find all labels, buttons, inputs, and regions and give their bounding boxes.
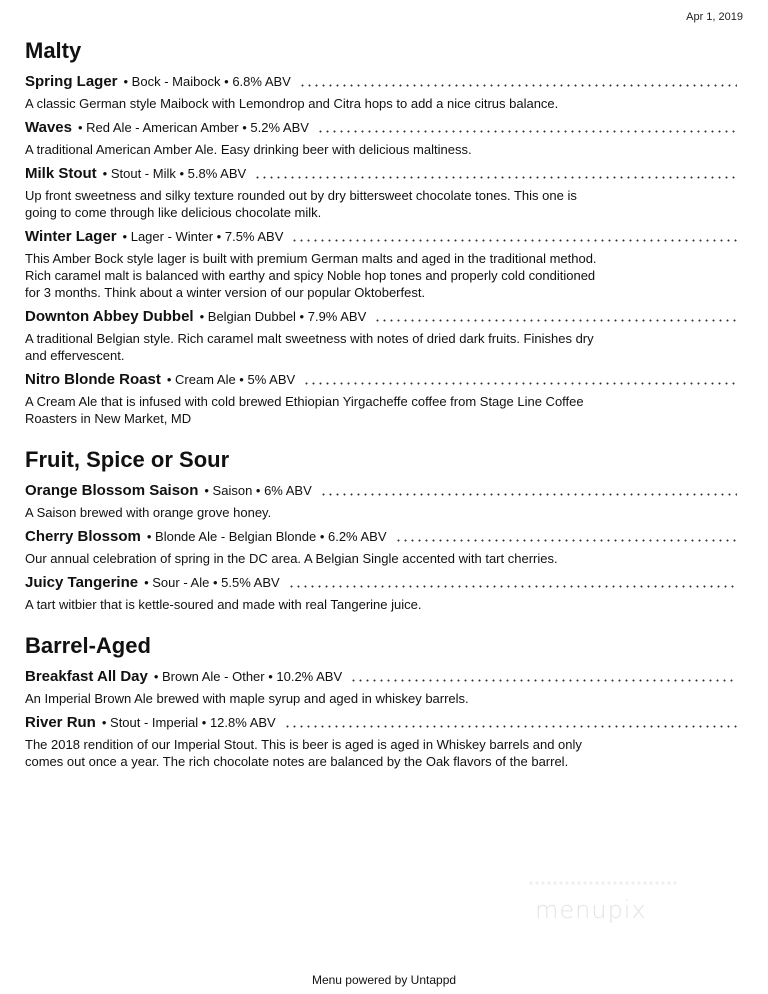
item-name: Winter Lager [25, 228, 117, 245]
item-meta: • Cream Ale • 5% ABV [166, 372, 296, 387]
item-meta: • Stout - Milk • 5.8% ABV [102, 166, 247, 181]
dot-leader [317, 130, 737, 133]
item-description: A traditional Belgian style. Rich caramel malt sweetness with notes of dried dark fruits. Finishes dry and effervescent. [25, 331, 594, 363]
dot-leader [303, 382, 737, 385]
item-description: A traditional American Amber Ale. Easy drinking beer with delicious maltiness. [25, 142, 472, 157]
dot-leader [299, 84, 737, 87]
item-description: This Amber Bock style lager is built with premium German malts and aged in the traditional method. Rich caramel malt is balanced with earthy and spicy Noble hop tones and properly cold conditioned for 3 months. Think about a winter version of our popular Oktoberfest. [25, 251, 597, 300]
dot-leader [320, 493, 737, 496]
item-name: Spring Lager [25, 73, 118, 90]
section-title: Malty [25, 38, 82, 63]
item-name: Downton Abbey Dubbel [25, 308, 194, 325]
dot-leader [288, 585, 737, 588]
item-meta: • Brown Ale - Other • 10.2% ABV [153, 669, 343, 684]
menu-content [25, 36, 737, 788]
item-description: Our annual celebration of spring in the DC area. A Belgian Single accented with tart cherries. [25, 551, 558, 566]
dot-leader [291, 239, 737, 242]
menu-item [25, 117, 737, 158]
item-meta: • Stout - Imperial • 12.8% ABV [101, 715, 276, 730]
dot-leader [350, 679, 737, 682]
item-name: River Run [25, 714, 96, 731]
section-title: Barrel-Aged [25, 633, 151, 658]
item-meta: • Sour - Ale • 5.5% ABV [144, 575, 280, 590]
watermark-logo: menupix [535, 896, 647, 924]
item-name: Waves [25, 119, 72, 136]
item-meta: • Red Ale - American Amber • 5.2% ABV [77, 120, 309, 135]
item-name: Breakfast All Day [25, 668, 148, 685]
menu-item [25, 163, 737, 221]
menu-item [25, 480, 737, 521]
dot-leader [395, 539, 737, 542]
menu-item [25, 712, 737, 770]
watermark-dots [528, 880, 678, 886]
item-description: An Imperial Brown Ale brewed with maple syrup and aged in whiskey barrels. [25, 691, 469, 706]
item-name: Nitro Blonde Roast [25, 371, 161, 388]
dot-leader [254, 176, 737, 179]
menu-item [25, 306, 737, 364]
menu-item [25, 369, 737, 427]
footer-powered-by: Menu powered by Untappd [311, 973, 457, 987]
menu-item [25, 526, 737, 567]
section-malty [25, 36, 737, 427]
item-description: A Cream Ale that is infused with cold brewed Ethiopian Yirgacheffe coffee from Stage Line Coffee Roasters in New Market, MD [25, 394, 584, 426]
section-title: Fruit, Spice or Sour [25, 447, 230, 472]
section-fruit-spice-sour [25, 445, 737, 613]
item-description: A Saison brewed with orange grove honey. [25, 505, 272, 520]
item-description: The 2018 rendition of our Imperial Stout. This is beer is aged is aged in Whiskey barrels and only comes out once a year. The rich chocolate notes are balanced by the Oak flavors of the barrel. [25, 737, 582, 769]
item-description: A tart witbier that is kettle-soured and made with real Tangerine juice. [25, 597, 422, 612]
menu-item [25, 71, 737, 112]
item-meta: • Bock - Maibock • 6.8% ABV [123, 74, 291, 89]
item-name: Cherry Blossom [25, 528, 141, 545]
item-meta: • Blonde Ale - Belgian Blonde • 6.2% ABV [146, 529, 387, 544]
item-meta: • Saison • 6% ABV [204, 483, 312, 498]
menu-item [25, 572, 737, 613]
item-name: Milk Stout [25, 165, 97, 182]
dot-leader [374, 319, 737, 322]
section-barrel-aged [25, 631, 737, 770]
menu-item [25, 666, 737, 707]
dot-leader [284, 725, 737, 728]
item-description: Up front sweetness and silky texture rounded out by dry bittersweet chocolate tones. This one is going to come through like delicious chocolate milk. [25, 188, 577, 220]
item-meta: • Belgian Dubbel • 7.9% ABV [199, 309, 367, 324]
menu-item [25, 226, 737, 301]
item-description: A classic German style Maibock with Lemondrop and Citra hops to add a nice citrus balance. [25, 96, 559, 111]
item-name: Orange Blossom Saison [25, 482, 199, 499]
item-name: Juicy Tangerine [25, 574, 139, 591]
item-meta: • Lager - Winter • 7.5% ABV [122, 229, 284, 244]
menu-date: Apr 1, 2019 [686, 11, 743, 23]
